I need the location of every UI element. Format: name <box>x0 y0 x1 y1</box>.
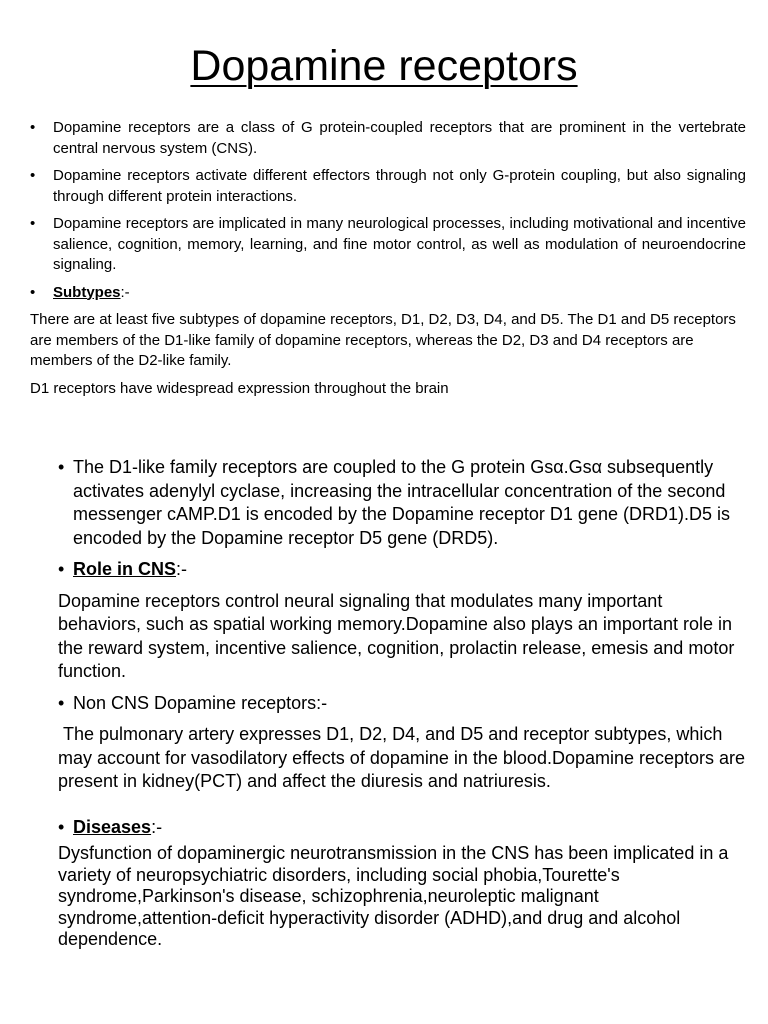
d1-family-text: The D1-like family receptors are coupled to the G protein Gsα.Gsα subsequently activates adenylyl cyclase, increasing the intracellular concentration of the second messenger cAMP.D1 is encoded by the Dopamine receptor D1 gene (DRD1).D5 is encoded by the Dopamine receptor D5 gene (DRD5). <box>73 457 730 548</box>
bullet-dot: • <box>58 816 65 837</box>
overview-bullet <box>30 118 746 159</box>
bullet-text: Dopamine receptors are implicated in many neurological processes, including motivational and incentive salience, cognition, memory, learning, and fine motor control, as well as modulation of neuroendocrine signaling. <box>53 215 746 273</box>
details-section <box>58 456 751 959</box>
subtypes-paragraph: There are at least five subtypes of dopamine receptors, D1, D2, D3, D4, and D5. The D1 and D5 receptors are members of the D1-like family of dopamine receptors, whereas the D2, D3 and D4 receptors are members of the D2-like family. <box>30 311 736 369</box>
role-paragraph: Dopamine receptors control neural signaling that modulates many important behaviors, such as spatial working memory.Dopamine also plays an important role in the reward system, incentive salience, cognition, prolactin release, emesis and motor function. <box>58 590 735 681</box>
overview-bullet-list <box>30 118 746 303</box>
bullet-dot: • <box>58 692 65 713</box>
diseases-heading-bullet <box>58 816 748 840</box>
role-heading: Role in CNS <box>73 559 177 579</box>
non-cns-heading-bullet <box>58 692 748 716</box>
bullet-dot: • <box>30 167 36 184</box>
overview-bullet <box>30 214 746 276</box>
bullet-dot: • <box>58 457 65 477</box>
diseases-heading: Diseases <box>73 816 152 837</box>
overview-bullet <box>30 166 746 207</box>
overview-section <box>30 118 746 406</box>
bullet-text: Dopamine receptors activate different effectors through not only G-protein coupling, but also signaling through different protein interactions. <box>53 167 746 205</box>
subtypes-heading-bullet <box>30 283 746 304</box>
d1-expression-paragraph: D1 receptors have widespread expression throughout the brain <box>30 379 449 397</box>
diseases-list <box>58 816 748 840</box>
non-cns-list <box>58 692 748 716</box>
non-cns-heading: Non CNS Dopamine receptors:- <box>73 692 328 713</box>
d1-family-list <box>58 456 748 582</box>
non-cns-paragraph: The pulmonary artery expresses D1, D2, D4, and D5 and receptor subtypes, which may account for vasodilatory effects of dopamine in the blood.Dopamine receptors are present in kidney(PCT) and affect the diuresis and natriuresis. <box>58 724 751 791</box>
bullet-dot: • <box>30 119 36 136</box>
page-title: Dopamine receptors <box>190 42 578 90</box>
role-heading-suffix: :- <box>176 559 188 579</box>
subtypes-heading-suffix: :- <box>120 283 130 301</box>
bullet-dot: • <box>30 283 36 301</box>
d1-family-bullet <box>58 456 748 550</box>
diseases-paragraph: Dysfunction of dopaminergic neurotransmission in the CNS has been implicated in a variety of neuropsychiatric disorders, including social phobia,Tourette's syndrome,Parkinson's disease, schizophrenia,neuroleptic malignant syndrome,attention-deficit hyperactivity disorder (ADHD),and drug and alcohol dependence. <box>58 843 729 949</box>
bullet-text: Dopamine receptors are a class of G protein-coupled receptors that are prominent in the vertebrate central nervous system (CNS). <box>53 119 746 157</box>
role-heading-bullet <box>58 558 748 582</box>
bullet-dot: • <box>30 215 36 232</box>
subtypes-heading: Subtypes <box>53 283 121 301</box>
diseases-heading-suffix: :- <box>151 816 163 837</box>
bullet-dot: • <box>58 559 65 579</box>
spacer <box>58 802 748 816</box>
